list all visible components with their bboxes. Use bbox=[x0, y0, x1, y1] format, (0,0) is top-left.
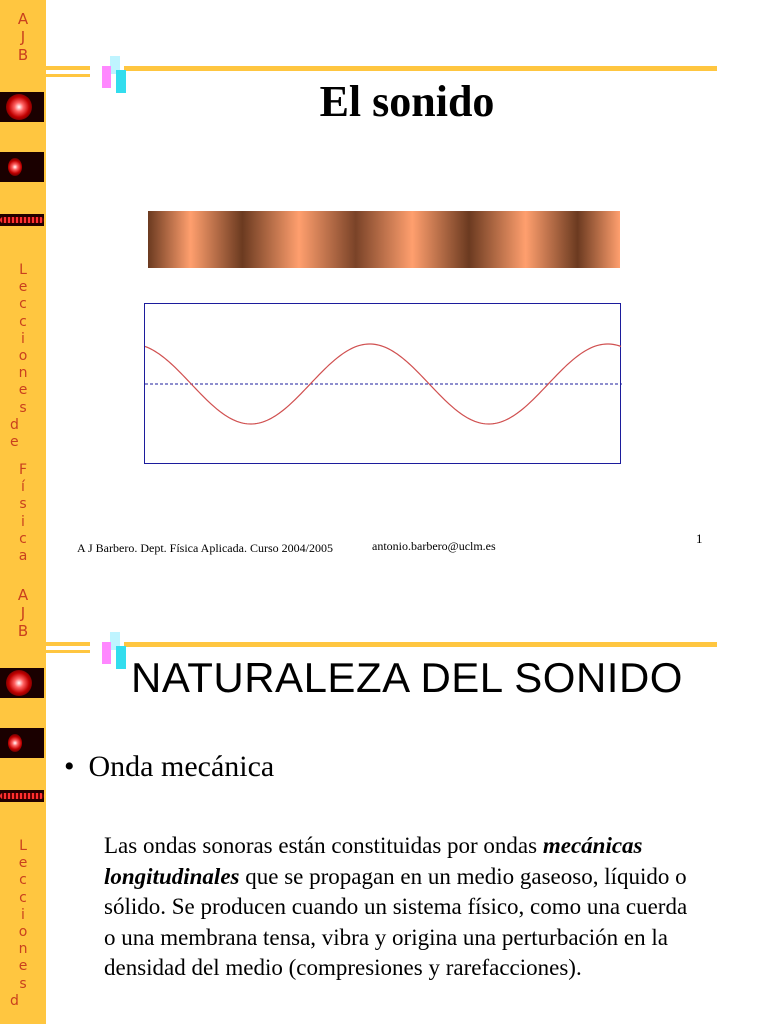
wave-diagram bbox=[144, 303, 621, 464]
side-char: c bbox=[19, 313, 27, 330]
sidebar-image-3 bbox=[0, 790, 44, 802]
header-rule-short-2 bbox=[46, 650, 90, 653]
side-char: e bbox=[18, 382, 28, 399]
side-char: d bbox=[10, 992, 19, 1009]
initial-j: J bbox=[20, 28, 26, 46]
side-char: e bbox=[18, 855, 28, 872]
footer-author: A J Barbero. Dept. Física Aplicada. Curso 2004/2005 bbox=[77, 541, 333, 555]
side-char: s bbox=[19, 399, 27, 416]
side-char: n bbox=[18, 365, 28, 382]
para-emphasis: mecánicas longitudinales bbox=[104, 833, 643, 889]
initial-a: A bbox=[17, 586, 29, 604]
footer-email: antonio.barbero@uclm.es bbox=[372, 539, 496, 553]
sidebar-image-2 bbox=[0, 152, 44, 182]
side-char: c bbox=[19, 872, 27, 889]
para-start: Las ondas sonoras están constituidas por ondas bbox=[104, 833, 543, 858]
side-char: í bbox=[21, 479, 25, 496]
sidebar-image-1 bbox=[0, 92, 44, 122]
side-char: s bbox=[19, 975, 27, 992]
header-rule-short bbox=[46, 642, 90, 646]
sidebar-vertical-text bbox=[0, 262, 46, 451]
sidebar-vertical-text-2 bbox=[0, 462, 46, 565]
sidebar-vertical-text bbox=[0, 838, 46, 1010]
body-paragraph bbox=[104, 831, 704, 984]
sidebar-image-3 bbox=[0, 214, 44, 226]
side-char: i bbox=[21, 513, 25, 530]
wave-svg bbox=[145, 304, 622, 465]
sidebar-image-1 bbox=[0, 668, 44, 698]
section-title: NATURALEZA DEL SONIDO bbox=[131, 654, 683, 701]
side-char: o bbox=[18, 348, 28, 365]
page-number: 1 bbox=[696, 531, 703, 546]
bullet-text: Onda mecánica bbox=[88, 750, 275, 783]
side-char: i bbox=[21, 906, 25, 923]
side-char: o bbox=[18, 924, 28, 941]
slide-2 bbox=[0, 576, 768, 1024]
initial-b: B bbox=[17, 622, 29, 640]
sidebar bbox=[0, 576, 46, 1024]
side-char: L bbox=[19, 838, 27, 854]
sidebar bbox=[0, 0, 46, 576]
bullet-marker: • bbox=[64, 750, 75, 783]
initial-a: A bbox=[17, 10, 29, 28]
para-end: que se propagan en un medio gaseoso, líquido o sólido. Se producen cuando un sistema físico, como una cuerda o una membrana tensa, vibra y origina una perturbación en la densidad del medio (compresiones y rarefacciones). bbox=[104, 863, 688, 980]
side-char: c bbox=[19, 889, 27, 906]
side-char: e bbox=[18, 279, 28, 296]
side-char: s bbox=[19, 496, 27, 513]
header-rule bbox=[124, 66, 717, 71]
side-char: i bbox=[21, 330, 25, 347]
sidebar-image-2 bbox=[0, 728, 44, 758]
compression-tube-illustration bbox=[148, 211, 620, 268]
bullet-item bbox=[64, 750, 274, 784]
side-char: a bbox=[18, 548, 28, 565]
side-char: c bbox=[19, 296, 27, 313]
side-char: d bbox=[10, 416, 19, 433]
side-char: L bbox=[19, 262, 27, 278]
sidebar-initials bbox=[0, 586, 46, 640]
side-char: F bbox=[18, 462, 28, 478]
side-char: e bbox=[10, 434, 19, 451]
initial-j: J bbox=[20, 604, 26, 622]
header-rule bbox=[124, 642, 717, 647]
side-char: e bbox=[18, 958, 28, 975]
side-char: c bbox=[19, 530, 27, 547]
page-title: El sonido bbox=[319, 77, 495, 126]
initial-b: B bbox=[17, 46, 29, 64]
header-rule-short bbox=[46, 66, 90, 70]
sidebar-initials bbox=[0, 10, 46, 64]
side-char: n bbox=[18, 941, 28, 958]
